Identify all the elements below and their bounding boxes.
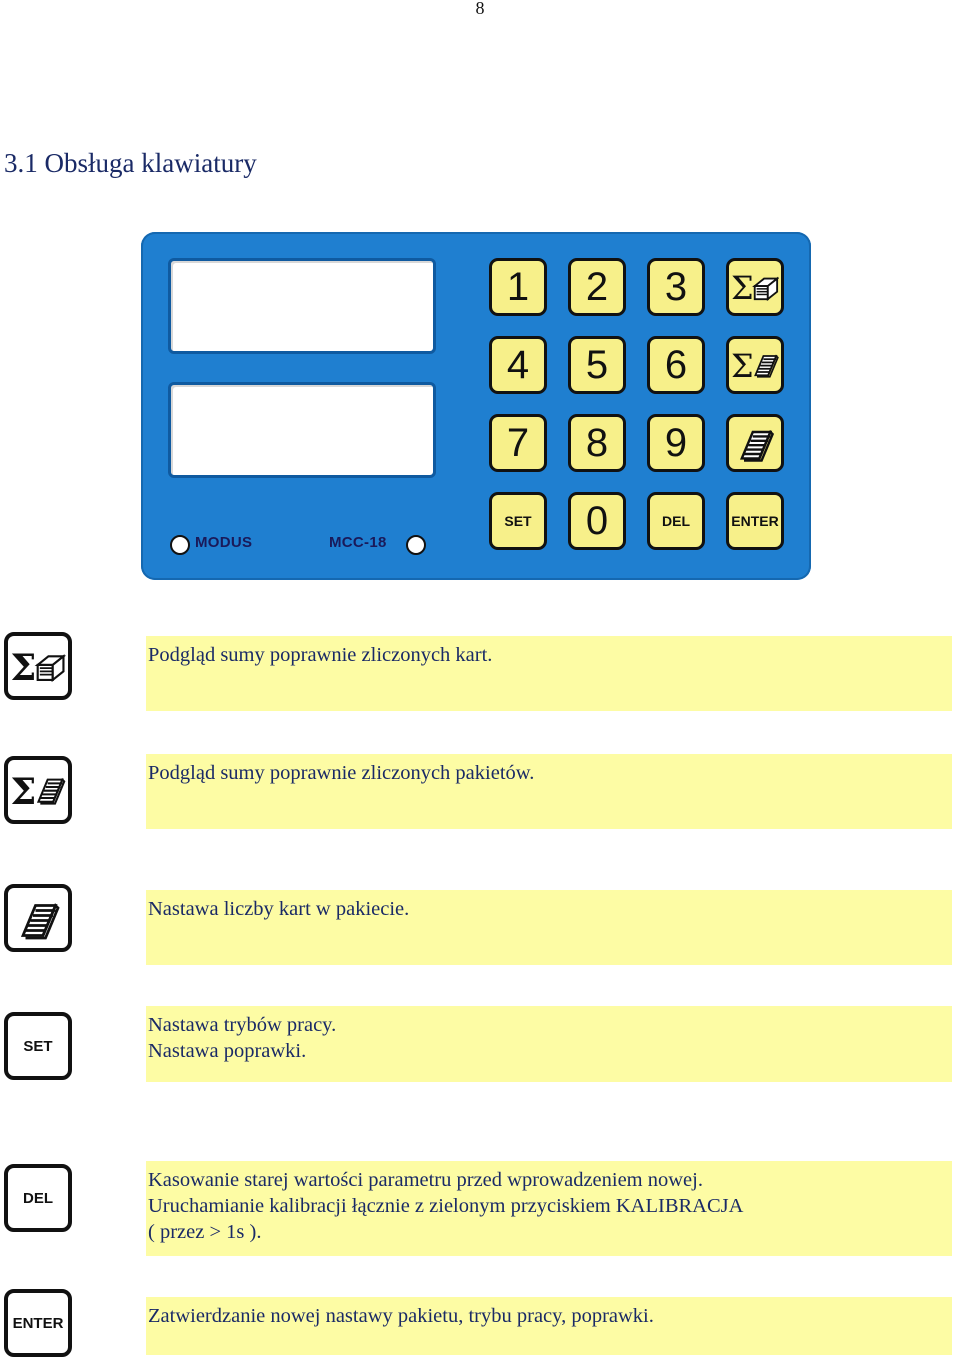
legend-key-packet-size xyxy=(4,884,72,952)
key-8[interactable]: 8 xyxy=(568,414,626,472)
legend-key-set: SET xyxy=(4,1012,72,1080)
modus-led-icon xyxy=(170,535,190,555)
sum-cards-icon xyxy=(729,267,781,307)
legend-line: Nastawa poprawki. xyxy=(148,1040,307,1062)
legend-key-del: DEL xyxy=(4,1164,72,1232)
packet-size-icon xyxy=(733,421,777,465)
key-packet-size[interactable] xyxy=(726,414,784,472)
key-del[interactable]: DEL xyxy=(647,492,705,550)
device-panel xyxy=(141,232,811,580)
svg-text:Σ: Σ xyxy=(10,644,37,689)
sum-cards-icon xyxy=(8,643,68,689)
packet-size-icon xyxy=(13,893,63,943)
key-set[interactable]: SET xyxy=(489,492,547,550)
key-3[interactable]: 3 xyxy=(647,258,705,316)
legend-key-sum-packets xyxy=(4,756,72,824)
key-1[interactable]: 1 xyxy=(489,258,547,316)
key-7[interactable]: 7 xyxy=(489,414,547,472)
key-5[interactable]: 5 xyxy=(568,336,626,394)
sum-packets-icon xyxy=(729,345,781,385)
key-6[interactable]: 6 xyxy=(647,336,705,394)
sum-packets-icon xyxy=(8,767,68,813)
legend-line: Nastawa trybów pracy. xyxy=(148,1014,337,1036)
model-label: MCC-18 xyxy=(329,534,387,551)
legend-line: Podgląd sumy poprawnie zliczonych kart. xyxy=(148,644,493,666)
legend-text-del xyxy=(146,1161,952,1256)
key-4[interactable]: 4 xyxy=(489,336,547,394)
svg-text:Σ: Σ xyxy=(10,768,37,813)
legend-line: Uruchamianie kalibracji łącznie z zielonym przyciskiem KALIBRACJA xyxy=(148,1195,744,1217)
legend-line: Nastawa liczby kart w pakiecie. xyxy=(148,898,410,920)
legend-text-set xyxy=(146,1006,952,1082)
display-lower xyxy=(168,382,436,478)
display-upper xyxy=(168,258,436,354)
model-led-icon xyxy=(406,535,426,555)
key-9[interactable]: 9 xyxy=(647,414,705,472)
svg-text:Σ: Σ xyxy=(731,269,754,307)
key-sum-cards[interactable] xyxy=(726,258,784,316)
legend-line: ( przez > 1s ). xyxy=(148,1221,262,1243)
modus-label: MODUS xyxy=(195,534,253,551)
legend-key-sum-cards xyxy=(4,632,72,700)
legend-key-enter: ENTER xyxy=(4,1289,72,1357)
legend-text-enter xyxy=(146,1297,952,1355)
legend-line: Kasowanie starej wartości parametru przed wprowadzeniem nowej. xyxy=(148,1169,703,1191)
key-0[interactable]: 0 xyxy=(568,492,626,550)
legend-text-packet-size xyxy=(146,890,952,965)
legend-text-sum-cards xyxy=(146,636,952,711)
section-heading: 3.1 Obsługa klawiatury xyxy=(4,148,257,178)
key-enter[interactable]: ENTER xyxy=(726,492,784,550)
page-number: 8 xyxy=(475,0,485,18)
legend-line: Podgląd sumy poprawnie zliczonych pakietów. xyxy=(148,762,535,784)
legend-text-sum-packets xyxy=(146,754,952,829)
key-2[interactable]: 2 xyxy=(568,258,626,316)
key-sum-packets[interactable] xyxy=(726,336,784,394)
svg-text:Σ: Σ xyxy=(731,347,754,385)
legend-line: Zatwierdzanie nowej nastawy pakietu, trybu pracy, poprawki. xyxy=(148,1305,654,1327)
